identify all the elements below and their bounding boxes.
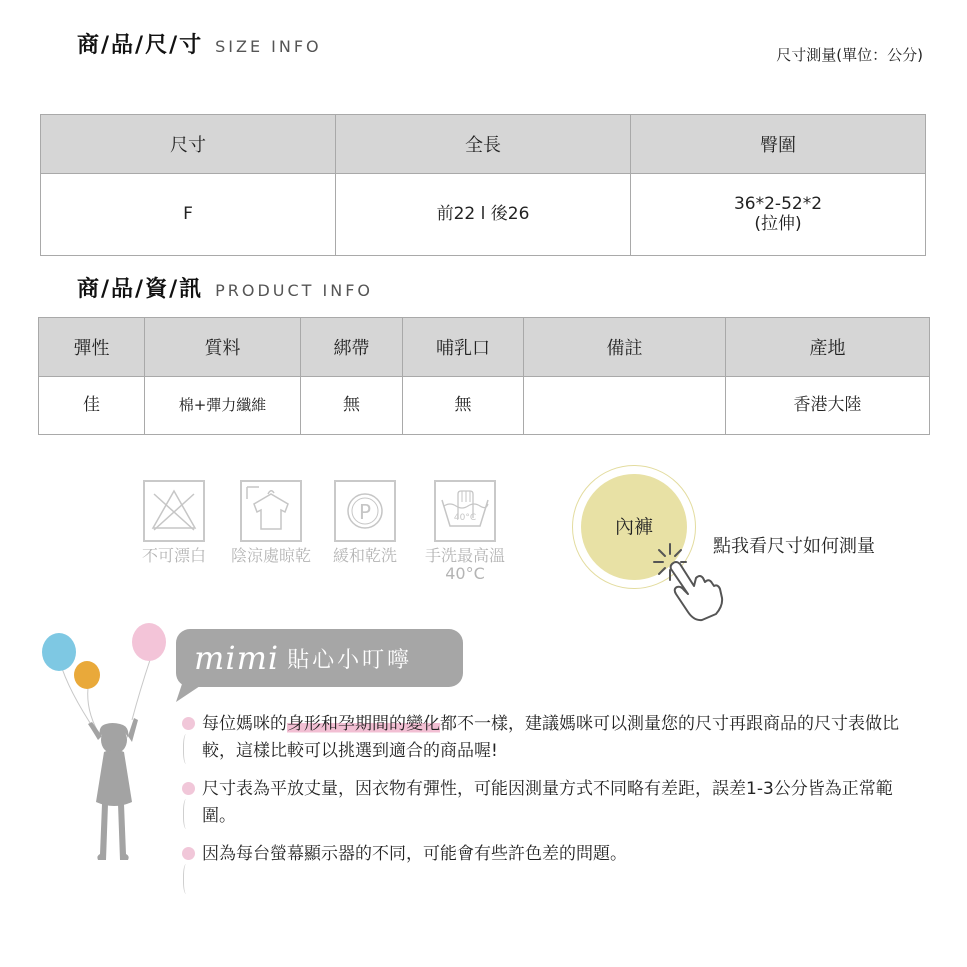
note1-post: 都不一樣，建議媽咪可以測量您的尺寸再跟商品的尺寸表做比較，這樣比較可以挑選到適合的商品喔! (202, 714, 899, 761)
size-cell-size: F (41, 174, 336, 256)
product-header-strap: 綁帶 (301, 318, 403, 377)
size-header-hip: 臀圍 (631, 115, 926, 174)
list-item (182, 841, 922, 868)
pink-dot-icon (182, 847, 195, 860)
shade-dry-icon (240, 480, 302, 542)
product-cell-elasticity: 佳 (39, 377, 145, 435)
bubble-title: 貼心小叮嚀 (287, 647, 413, 673)
list-item (182, 776, 922, 830)
care-label: 手洗最高溫 (425, 546, 506, 565)
care-item-dry-clean (333, 480, 397, 565)
size-table-header-row (41, 115, 926, 174)
measure-link[interactable]: 點我看尺寸如何測量 (713, 536, 875, 557)
care-item-no-bleach (142, 480, 206, 565)
dry-clean-icon (334, 480, 396, 542)
pink-dot-icon (182, 717, 195, 730)
size-info-title (77, 28, 322, 59)
product-header-remark: 備註 (524, 318, 726, 377)
product-info-title-zh: 商/品/資/訊 (77, 277, 204, 302)
care-label-temp: 40°C (445, 564, 485, 584)
tips-bubble (176, 629, 463, 687)
note2-text: 尺寸表為平放丈量，因衣物有彈性，可能因測量方式不同略有差距，誤差1-3公分皆為正常範圍。 (202, 779, 893, 826)
product-cell-origin: 香港大陸 (726, 377, 930, 435)
care-label: 不可漂白 (142, 546, 207, 565)
measure-circle-label: 內褲 (614, 515, 653, 538)
unit-note: 尺寸測量(單位：公分) (776, 46, 923, 64)
hand-wash-icon (434, 480, 496, 542)
care-label: 陰涼處晾乾 (231, 546, 312, 565)
product-header-elasticity: 彈性 (39, 318, 145, 377)
product-header-origin: 產地 (726, 318, 930, 377)
care-label: 緩和乾洗 (333, 546, 398, 565)
temperature-text: 40°C (453, 513, 477, 523)
care-item-shade-dry (231, 480, 311, 565)
note3-text: 因為每台螢幕顯示器的不同，可能會有些許色差的問題。 (202, 844, 627, 864)
svg-text:P: P (358, 500, 372, 524)
table-row (41, 174, 926, 256)
product-cell-strap: 無 (301, 377, 403, 435)
bubble-mimi: mimi (194, 639, 280, 677)
no-bleach-icon (143, 480, 205, 542)
pink-dot-icon (182, 782, 195, 795)
product-cell-remark (524, 377, 726, 435)
size-table (40, 114, 926, 256)
size-cell-hip-note: (拉伸) (754, 213, 802, 234)
size-cell-hip (631, 174, 926, 256)
size-cell-length: 前22 l 後26 (336, 174, 631, 256)
size-info-title-zh: 商/品/尺/寸 (77, 33, 204, 58)
product-cell-material: 棉+彈力纖維 (145, 377, 301, 435)
product-cell-nursing: 無 (403, 377, 524, 435)
product-table (38, 317, 930, 435)
size-cell-hip-value: 36*2-52*2 (733, 193, 823, 214)
note1-pre: 每位媽咪的 (202, 714, 287, 734)
dot-stem (183, 864, 191, 894)
product-header-material: 質料 (145, 318, 301, 377)
girl-balloons-icon (40, 620, 180, 870)
care-item-hand-wash (425, 480, 505, 584)
size-header-length: 全長 (336, 115, 631, 174)
product-info-title (77, 272, 373, 303)
dot-stem (183, 734, 191, 764)
table-row (39, 377, 930, 435)
tips-notes (182, 711, 922, 879)
product-table-header-row (39, 318, 930, 377)
note1-highlight: 身形和孕期間的變化 (287, 714, 440, 734)
dot-stem (183, 799, 191, 829)
product-info-title-en: PRODUCT INFO (215, 281, 374, 300)
size-header-size: 尺寸 (41, 115, 336, 174)
size-info-title-en: SIZE INFO (215, 37, 322, 56)
list-item (182, 711, 922, 765)
product-header-nursing: 哺乳口 (403, 318, 524, 377)
